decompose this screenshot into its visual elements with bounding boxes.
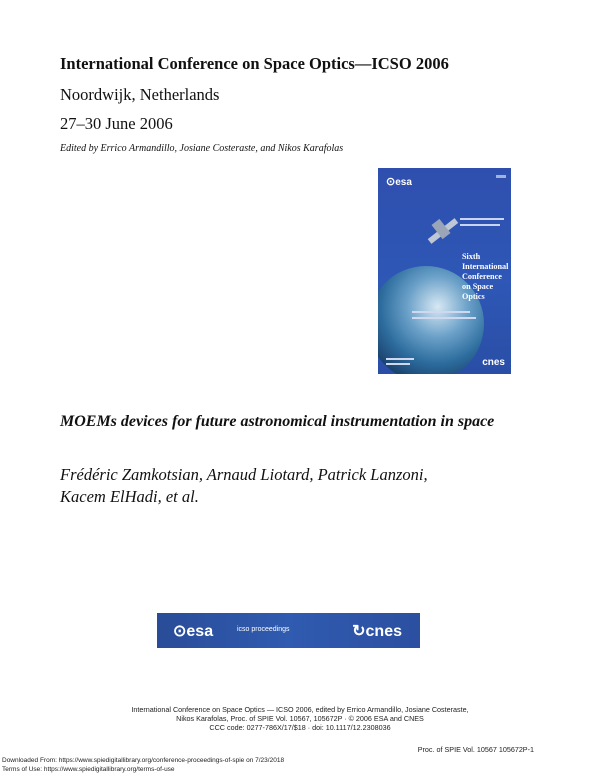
icso-proceedings-banner [157, 613, 420, 648]
terms-of-use-link[interactable]: Terms of Use: https://www.spiedigitallibrary.org/terms-of-use [2, 766, 175, 773]
conference-title: International Conference on Space Optics—ICSO 2006 [60, 54, 449, 73]
citation-line: Nikos Karafolas, Proc. of SPIE Vol. 10567, 105672P · © 2006 ESA and CNES [176, 714, 424, 723]
cover-subtitle-line [412, 311, 470, 313]
authors-line: Frédéric Zamkotsian, Arnaud Liotard, Patrick Lanzoni, [60, 465, 428, 484]
cover-title-line: Optics [462, 292, 485, 301]
download-notice: Downloaded From: https://www.spiedigitallibrary.org/conference-proceedings-of-spie on 7/23/2018 [2, 757, 285, 764]
conference-location: Noordwijk, Netherlands [60, 85, 220, 104]
cover-proceedings-line [460, 218, 504, 220]
citation-block [60, 705, 540, 732]
esa-logo-icon: ⊙esa [386, 176, 412, 188]
cover-title-line: Conference [462, 272, 502, 281]
cover-proceedings-line [460, 224, 500, 226]
esa-logo-icon: ⊙esa [173, 623, 214, 640]
cover-subtitle-line [412, 317, 476, 319]
cover-title-line: on Space [462, 282, 494, 291]
cover-footer-line [386, 363, 410, 365]
paper-authors [60, 464, 530, 508]
cnes-logo-icon: cnes [482, 357, 505, 368]
proceedings-cover-image [378, 168, 511, 374]
cover-title-line: Sixth [462, 252, 481, 261]
banner-text: icso proceedings [237, 626, 290, 633]
page-reference: Proc. of SPIE Vol. 10567 105672P-1 [417, 745, 534, 754]
cover-title-line: International [462, 262, 509, 271]
cover-code-mark [496, 175, 506, 178]
cover-title [462, 252, 510, 302]
conference-editors: Edited by Errico Armandillo, Josiane Costeraste, and Nikos Karafolas [60, 143, 344, 154]
citation-line: International Conference on Space Optics — ICSO 2006, edited by Errico Armandillo, Josiane Costeraste, [131, 705, 469, 714]
cover-footer-line [386, 358, 414, 360]
conference-dates: 27–30 June 2006 [60, 114, 173, 133]
authors-line: Kacem ElHadi, et al. [60, 487, 199, 506]
paper-title: MOEMs devices for future astronomical instrumentation in space [60, 413, 495, 430]
citation-line: CCC code: 0277-786X/17/$18 · doi: 10.1117/12.2308036 [209, 723, 391, 732]
cnes-logo-icon: ↻cnes [352, 623, 402, 640]
